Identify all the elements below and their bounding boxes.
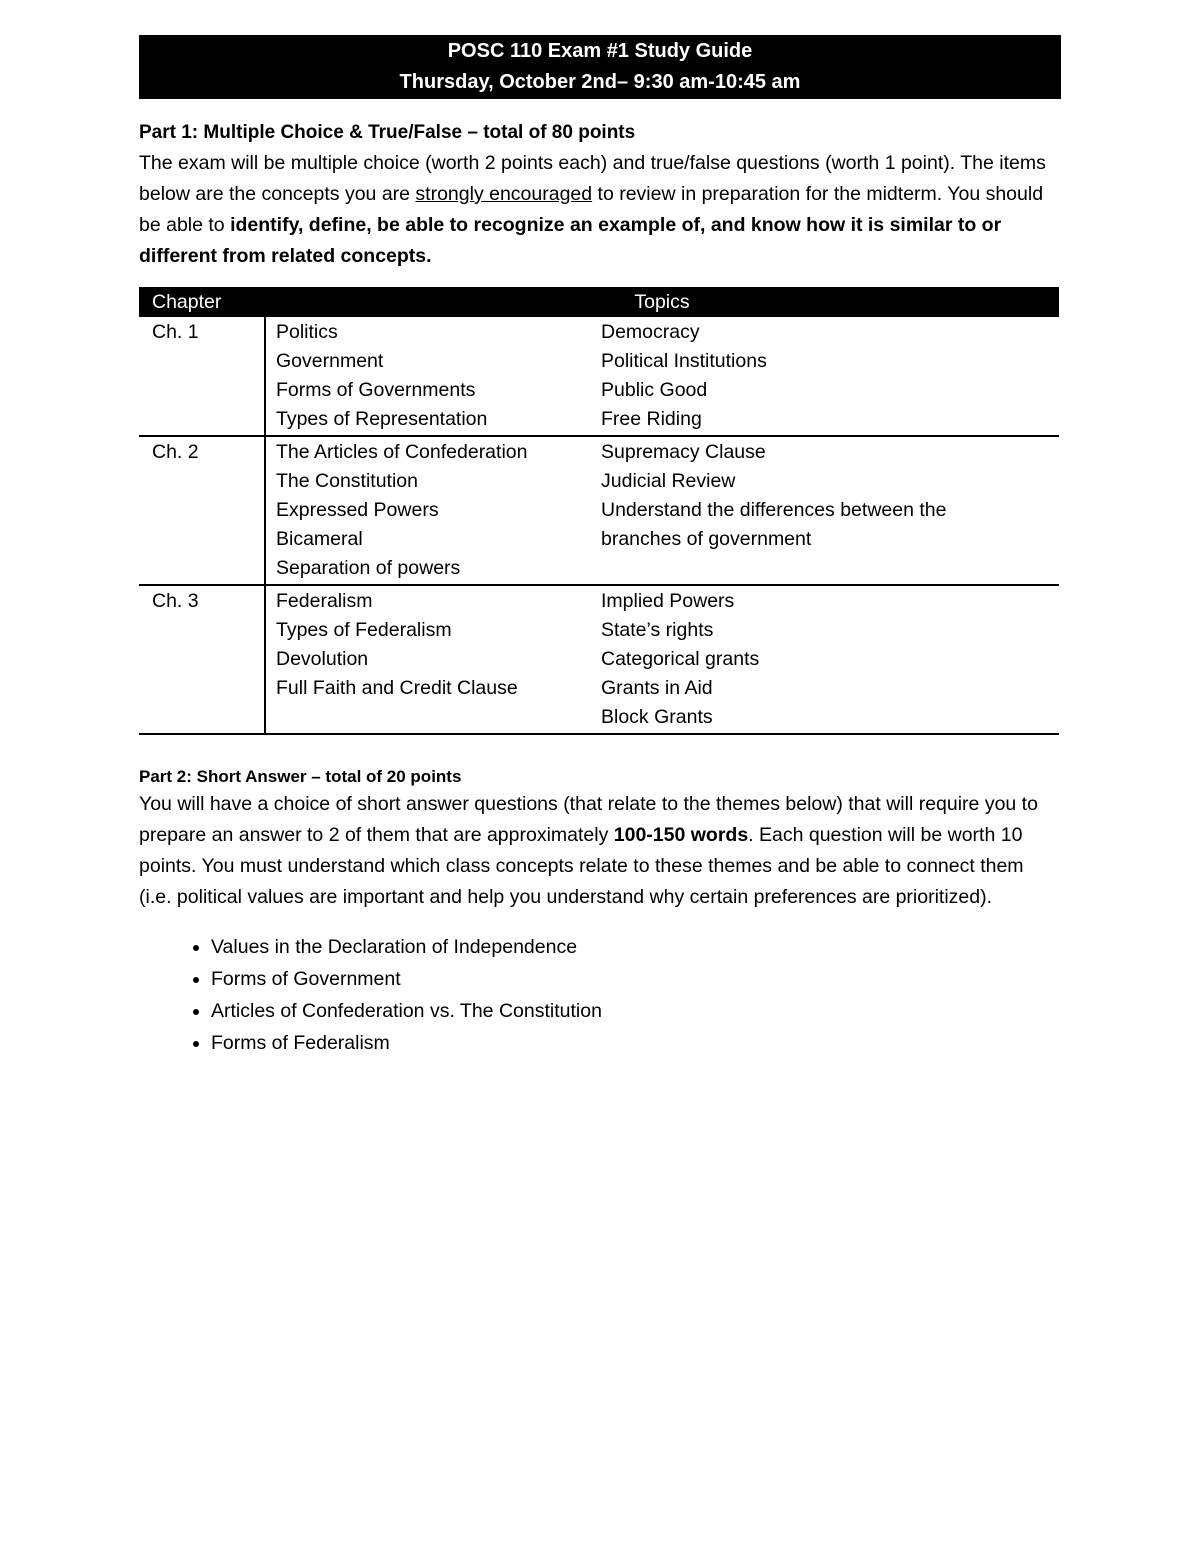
part2-text-1: You will have a choice of short answer questions (that relate to the themes below) that will require you to prepare an answer to 2 of them that are approximately [139, 793, 1038, 846]
table-row [139, 436, 1059, 585]
topic-item: Politics [276, 321, 338, 343]
list-item: • Forms of Federalism [211, 1027, 1061, 1059]
list-item: • Values in the Declaration of Independence [211, 931, 1061, 963]
part2-heading: Part 2: Short Answer – total of 20 points [139, 767, 462, 786]
topics-col2 [601, 436, 1059, 585]
topic-item: Democracy [601, 321, 700, 343]
topic-item: Types of Federalism [276, 619, 452, 641]
topic-item: Free Riding [601, 408, 702, 430]
topic-item: The Articles of Confederation [276, 441, 528, 463]
topic-item: Devolution [276, 648, 369, 670]
topic-item: Forms of Governments [276, 379, 476, 401]
topics-col2 [601, 585, 1059, 734]
part1-bold-tail: identify, define, be able to recognize an example of, and know how it is similar to or different from related concepts. [139, 214, 1002, 267]
topic-item: Separation of powers [276, 557, 461, 579]
topic-item: Block Grants [601, 706, 713, 728]
topic-item: Types of Representation [276, 408, 488, 430]
topic-item: Government [276, 350, 384, 372]
topic-item: Judicial Review [601, 470, 736, 492]
list-item: • Forms of Government [211, 963, 1061, 995]
part2-bold-words: 100-150 words [613, 824, 749, 846]
topic-item: Full Faith and Credit Clause [276, 677, 518, 699]
topic-item: branches of government [601, 528, 812, 550]
themes-list [139, 931, 1061, 1059]
topics-table [139, 287, 1059, 735]
part2-instructions [139, 789, 1061, 913]
table-header-row [139, 287, 1059, 317]
topics-col1 [265, 585, 601, 734]
part2-text-2: . Each question will be worth 10 points. You must understand which class concepts relate to these themes and be able to connect them (i.e. political values are important and help you understand why certain preferences are prioritized). [139, 824, 1024, 908]
table-row [139, 317, 1059, 436]
topics-col2 [601, 317, 1059, 436]
table-row [139, 585, 1059, 734]
topic-item: Expressed Powers [276, 499, 439, 521]
part1-underlined: strongly encouraged [415, 183, 593, 205]
topic-item: Public Good [601, 379, 708, 401]
topic-item: Federalism [276, 590, 373, 612]
topic-item: Political Institutions [601, 350, 767, 372]
chapter-header: Chapter [139, 287, 265, 317]
topic-item: State’s rights [601, 619, 714, 641]
topics-header: Topics [265, 287, 1059, 317]
title-banner [139, 35, 1061, 99]
topics-col1 [265, 317, 601, 436]
topic-item: Understand the differences between the [601, 499, 947, 521]
exam-date: Thursday, October 2nd– 9:30 am-10:45 am [399, 71, 801, 93]
topics-col1 [265, 436, 601, 585]
list-item: • Articles of Confederation vs. The Constitution [211, 995, 1061, 1027]
part1-text-2: to review in preparation for the midterm. You should be able to [139, 183, 1044, 236]
part1-text-1: The exam will be multiple choice (worth 2 points each) and true/false questions (worth 1 point). The items below are the concepts you are [139, 152, 1046, 205]
chapter-cell: Ch. 3 [139, 585, 265, 734]
chapter-cell: Ch. 1 [139, 317, 265, 436]
topic-item: Categorical grants [601, 648, 760, 670]
part1-instructions [139, 148, 1061, 272]
chapter-cell: Ch. 2 [139, 436, 265, 585]
guide-title: POSC 110 Exam #1 Study Guide [447, 40, 753, 62]
topic-item: Implied Powers [601, 590, 735, 612]
topic-item: Grants in Aid [601, 677, 713, 699]
part1-heading: Part 1: Multiple Choice & True/False – total of 80 points [139, 122, 636, 143]
study-guide-page [139, 35, 1061, 1059]
topic-item: Bicameral [276, 528, 363, 550]
topic-item: Supremacy Clause [601, 441, 766, 463]
topic-item: The Constitution [276, 470, 418, 492]
